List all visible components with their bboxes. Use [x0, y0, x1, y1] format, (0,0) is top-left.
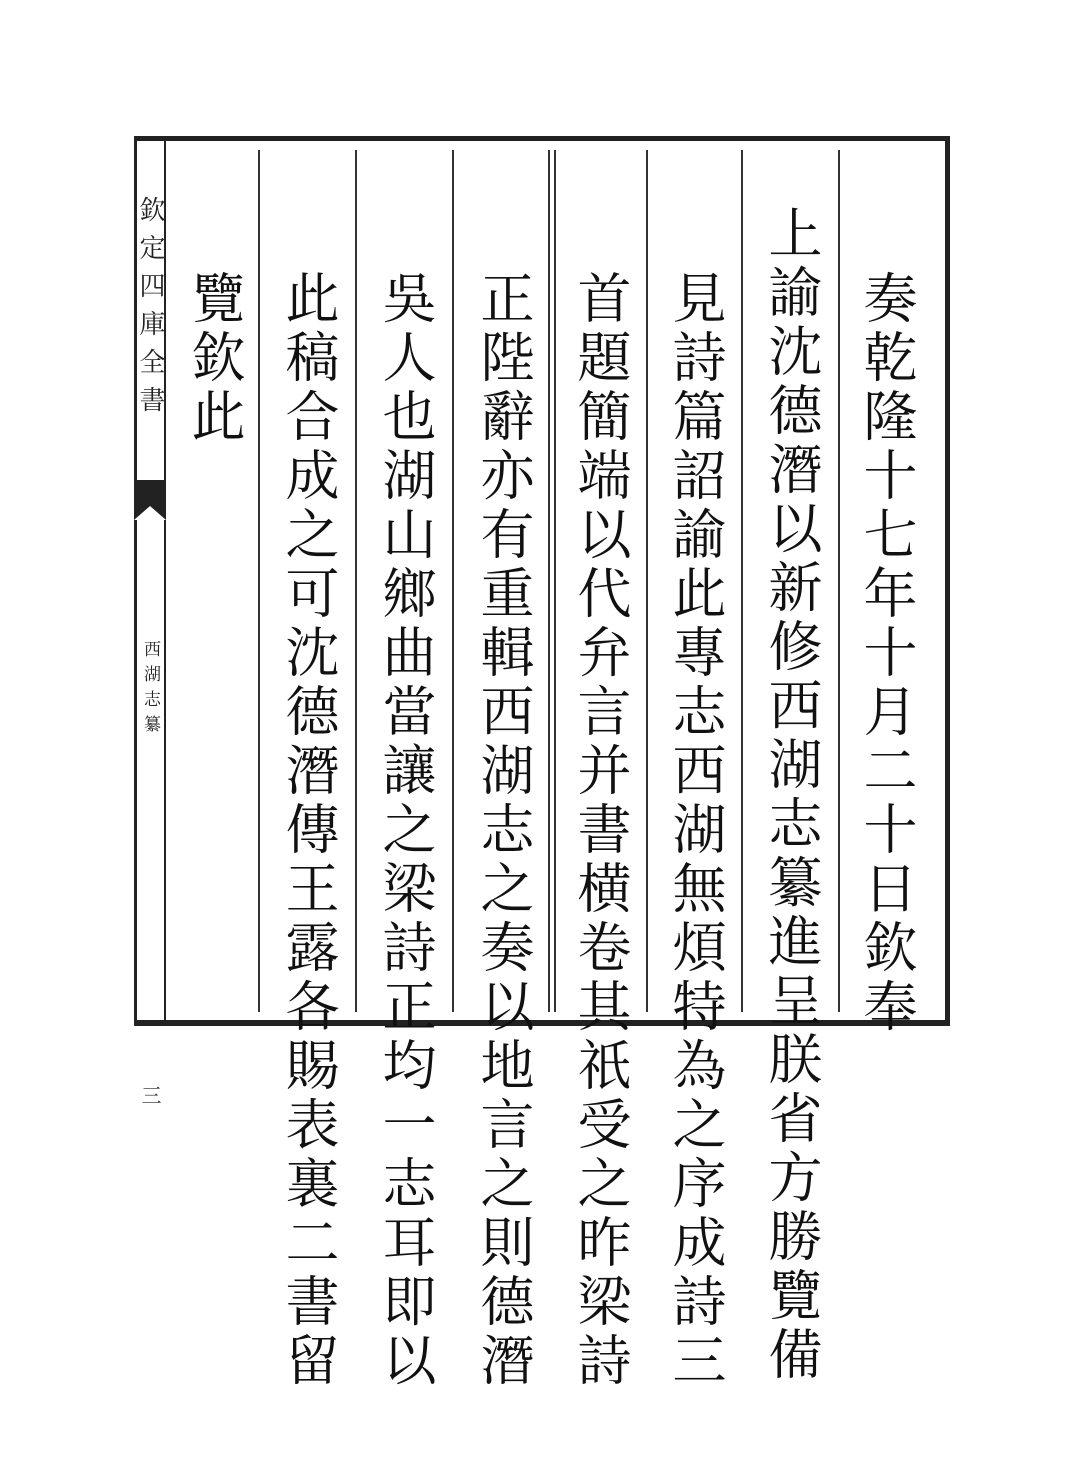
text-column-4: 首題簡端以代弁言并書横卷其祇受之昨梁詩 — [569, 270, 632, 1391]
column-rule — [258, 150, 260, 1012]
text-column-1: 奏乾隆十七年十月二十日欽奉 — [855, 270, 918, 1037]
text-column-8: 覽欽此 — [183, 270, 246, 447]
column-rule — [452, 150, 454, 1012]
column-rule — [741, 150, 743, 1012]
text-column-2: 上諭沈德潛以新修西湖志纂進呈朕省方勝覽備 — [760, 205, 823, 1385]
margin-page-number: 三 — [138, 1085, 162, 1105]
text-column-6: 吳人也湖山鄉曲當讓之梁詩正均一志耳即以 — [374, 270, 437, 1391]
text-column-5: 正陛辭亦有重輯西湖志之奏以地言之則德潛 — [472, 270, 535, 1391]
text-column-3: 見詩篇詔諭此專志西湖無煩特為之序成詩三 — [664, 270, 727, 1391]
margin-volume-title: 西湖志纂 — [140, 640, 160, 740]
column-rule — [646, 150, 648, 1012]
fishtail-mark — [134, 480, 166, 520]
column-rule — [355, 150, 357, 1012]
margin-book-title: 欽定四庫全書 — [135, 196, 165, 424]
column-rule — [838, 150, 840, 1012]
column-rule — [548, 150, 550, 1012]
text-column-7: 此稿合成之可沈德潛傳王露各賜表裏二書留 — [277, 270, 340, 1391]
